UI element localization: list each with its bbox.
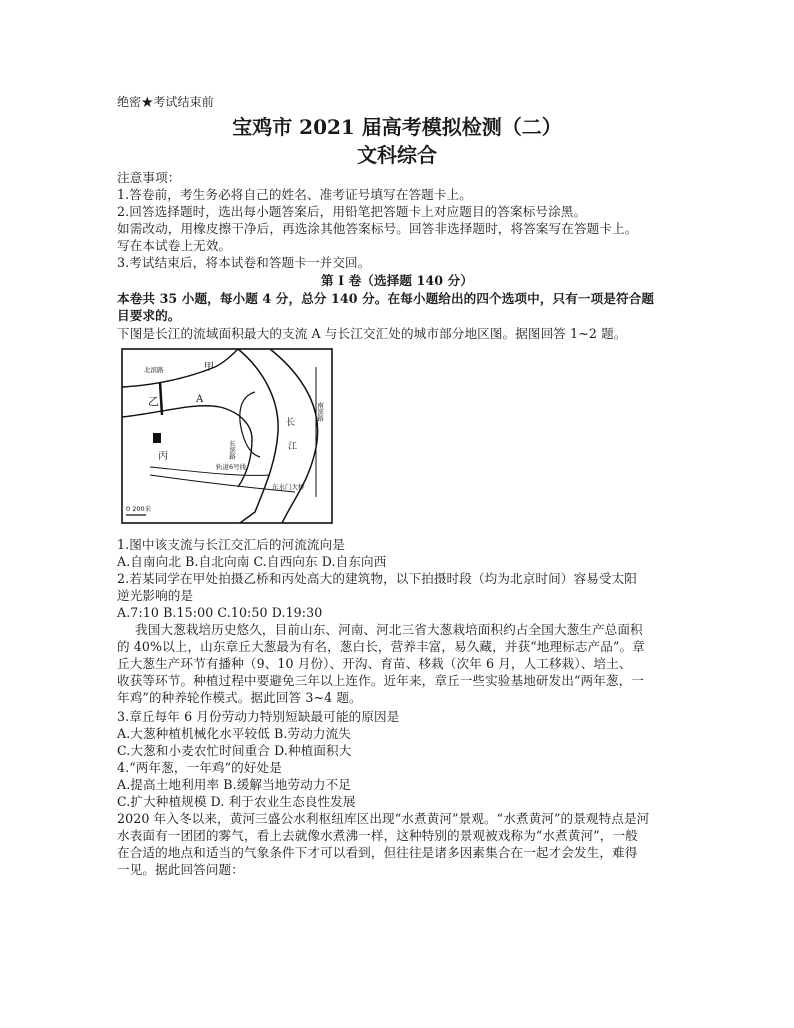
passage2-line: 水表面有一团团的雾气，看上去就像水煮沸一样，这种特别的景观被戏称为“水煮黄河”，一般 [117,828,638,843]
building-bing [153,433,161,443]
notes-item: 写在本试卷上无效。 [117,238,232,253]
label-bing: 丙 [158,451,168,462]
passage-line: 年鸡”的种养轮作模式。据此回答 3~4 题。 [117,690,362,705]
city-map [120,347,334,525]
section-title: 第 I 卷（选择题 140 分） [320,273,474,288]
label-nanbin-road: 南滨路 [316,402,324,422]
confidential-mark: 绝密★考试结束前 [117,95,214,109]
passage-paragraph: 我国大葱栽培历史悠久，目前山东、河南、河北三省大葱栽培面积约占全国大葱生产总面积 [135,622,643,637]
label-changbin-road: 长滨路 [228,440,236,460]
label-jia: 甲 [204,362,214,373]
question-4-options: A.提高土地利用率 B.缓解当地劳动力不足 [117,777,351,792]
label-metro6: 轨道6号线 [216,463,247,471]
exam-subtitle: 文科综合 [357,143,437,167]
question-2-cont: 逆光影响的是 [117,588,194,603]
map-intro: 下图是长江的流域面积最大的支流 A 与长江交汇处的城市部分地区图。据图回答 1~2 题。 [117,326,627,341]
question-2: 2.若某同学在甲处拍摄乙桥和丙处高大的建筑物，以下拍摄时段（均为北京时间）容易受太阳 [117,571,637,586]
passage-line: 收获等环节。种植过程中要避免三年以上连作。近年来，章丘一些实验基地研发出“两年葱，一 [117,673,644,688]
question-3-options: A.大葱种植机械化水平较低 B.劳动力流失 [117,726,351,741]
label-yi: 乙 [148,395,159,408]
label-chang: 长 [286,418,296,428]
question-1-options: A.自南向北 B.自北向南 C.自西向东 D.自东向西 [117,554,387,569]
passage2-line: 一见。据此回答问题： [117,862,244,877]
passage2-line: 在合适的地点和适当的气象条件下才可以看到，但往往是诸多因素集合在一起才会发生，难得 [117,845,638,860]
section-instruction: 本卷共 35 小题，每小题 4 分，总分 140 分。在每小题给出的四个选项中，只有一项是符合题 [117,291,655,306]
notes-item: 3.考试结束后，将本试卷和答题卡一并交回。 [117,255,371,270]
passage-line: 丘大葱生产环节有播种（9、10 月份）、开沟、育苗、移栽（次年 6 月，人工移栽）、培土、 [117,656,632,671]
question-1: 1.图中该支流与长江交汇后的河流流向是 [117,537,346,552]
question-3-options: C.大葱和小麦农忙时间重合 D.种植面积大 [117,743,352,758]
question-4: 4.“两年葱，一年鸡”的好处是 [117,760,282,775]
exam-title: 宝鸡市 2021 届高考模拟检测（二） [232,115,562,139]
notes-item: 2.回答选择题时，选出每小题答案后，用铅笔把答题卡上对应题目的答案标号涂黑。 [117,204,587,219]
section-instruction: 目要求的。 [117,308,181,323]
notes-heading: 注意事项： [117,170,181,185]
notes-item: 如需改动，用橡皮擦干净后，再选涂其他答案标号。回答非选择题时，将答案写在答题卡上。 [117,221,638,236]
label-beicheng-road: 北滨路 [144,366,164,374]
label-dongshuimen: 东水门大桥 [272,483,305,491]
label-jiang: 江 [288,442,298,452]
question-2-options: A.7:10 B.15:00 C.10:50 D.19:30 [117,605,323,620]
passage-line: 的 40%以上，山东章丘大葱最为有名，葱白长，营养丰富，易久藏，并获“地理标志产品”。章 [117,639,645,654]
label-scale: 0 200米 [126,505,152,513]
label-a: A [196,394,204,405]
passage2-line: 2020 年入冬以来，黄河三盛公水利枢纽库区出现“水煮黄河”景观。“水煮黄河”的景观特点是河 [117,811,650,826]
question-3: 3.章丘每年 6 月份劳动力特别短缺最可能的原因是 [117,709,400,724]
notes-item: 1.答卷前，考生务必将自己的姓名、准考证号填写在答题卡上。 [117,187,472,202]
question-4-options: C.扩大种植规模 D. 利于农业生态良性发展 [117,794,356,809]
